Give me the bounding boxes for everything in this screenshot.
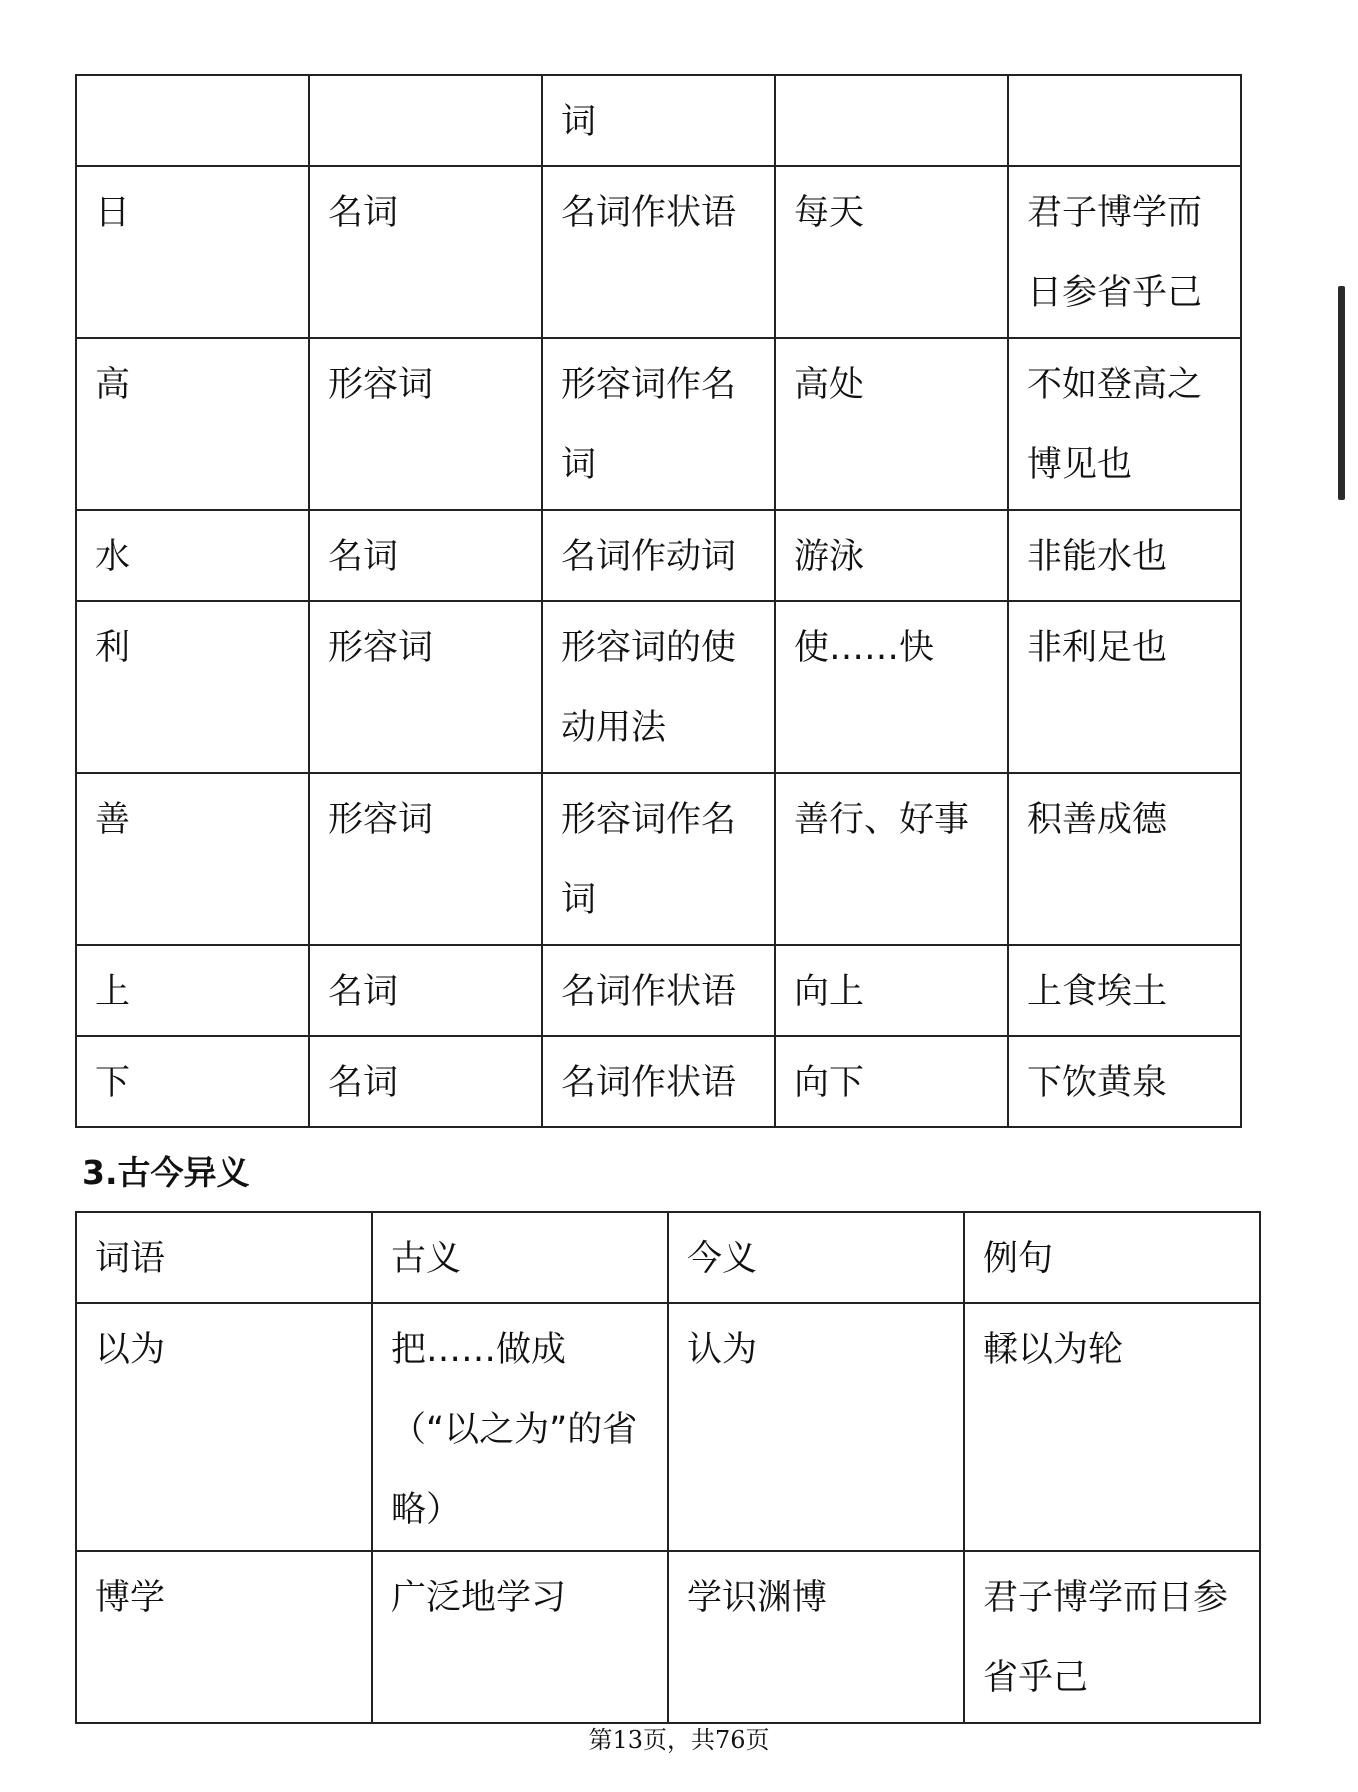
table-cell: 使……快	[775, 601, 1008, 773]
table-cell: 非利足也	[1008, 601, 1241, 773]
column-header: 词语	[76, 1212, 372, 1303]
table-cell: 君子博学而日参省乎己	[964, 1551, 1260, 1723]
table-cell: 形容词作名词	[542, 338, 775, 510]
table-row	[76, 166, 1241, 338]
table-cell: 以为	[76, 1303, 372, 1551]
table-row	[76, 601, 1241, 773]
word-usage-table	[75, 74, 1242, 1128]
table-cell: 上食埃土	[1008, 945, 1241, 1036]
table-cell: 名词	[309, 510, 542, 601]
table-cell: 名词作动词	[542, 510, 775, 601]
table-cell: 高处	[775, 338, 1008, 510]
table-cell: 名词作状语	[542, 945, 775, 1036]
table-cell: 君子博学而日参省乎己	[1008, 166, 1241, 338]
table-cell: 学识渊博	[668, 1551, 964, 1723]
table-cell: 游泳	[775, 510, 1008, 601]
table-cell: 上	[76, 945, 309, 1036]
table-cell: 把……做成（“以之为”的省略）	[372, 1303, 668, 1551]
table-cell: 向下	[775, 1036, 1008, 1127]
ancient-modern-meaning-table	[75, 1211, 1261, 1724]
table-cell: 日	[76, 166, 309, 338]
table-cell: 形容词	[309, 338, 542, 510]
table-cell: 词	[542, 75, 775, 166]
table-cell: 名词	[309, 166, 542, 338]
table-cell	[775, 75, 1008, 166]
table-cell: 利	[76, 601, 309, 773]
table-cell: 不如登高之博见也	[1008, 338, 1241, 510]
column-header: 今义	[668, 1212, 964, 1303]
table-row	[76, 75, 1241, 166]
table-cell	[76, 75, 309, 166]
table-cell: 非能水也	[1008, 510, 1241, 601]
table-row	[76, 338, 1241, 510]
table-cell: 善行、好事	[775, 773, 1008, 945]
table-cell: 形容词的使动用法	[542, 601, 775, 773]
table-cell: 认为	[668, 1303, 964, 1551]
table-cell: 积善成德	[1008, 773, 1241, 945]
section-heading: 3.古今异义	[82, 1153, 250, 1192]
table-cell: 下饮黄泉	[1008, 1036, 1241, 1127]
table-cell: 高	[76, 338, 309, 510]
table-cell: 名词	[309, 945, 542, 1036]
table-row	[76, 945, 1241, 1036]
table-header-row	[76, 1212, 1260, 1303]
scrollbar-thumb[interactable]	[1338, 286, 1345, 500]
table-cell: 博学	[76, 1551, 372, 1723]
table-cell: 形容词作名词	[542, 773, 775, 945]
page-number-footer: 第13页，共76页	[588, 1726, 770, 1754]
table-cell	[309, 75, 542, 166]
table-cell: 水	[76, 510, 309, 601]
table-cell: 向上	[775, 945, 1008, 1036]
table-cell: 名词作状语	[542, 1036, 775, 1127]
table-row	[76, 1303, 1260, 1551]
column-header: 古义	[372, 1212, 668, 1303]
table-cell: 名词	[309, 1036, 542, 1127]
table-cell: 每天	[775, 166, 1008, 338]
table-cell: 輮以为轮	[964, 1303, 1260, 1551]
table-row	[76, 1036, 1241, 1127]
table-cell: 善	[76, 773, 309, 945]
table-cell: 形容词	[309, 601, 542, 773]
table-cell: 广泛地学习	[372, 1551, 668, 1723]
column-header: 例句	[964, 1212, 1260, 1303]
table-row	[76, 510, 1241, 601]
table-cell: 形容词	[309, 773, 542, 945]
table-row	[76, 1551, 1260, 1723]
table-cell: 名词作状语	[542, 166, 775, 338]
table-cell: 下	[76, 1036, 309, 1127]
table-cell	[1008, 75, 1241, 166]
table-row	[76, 773, 1241, 945]
